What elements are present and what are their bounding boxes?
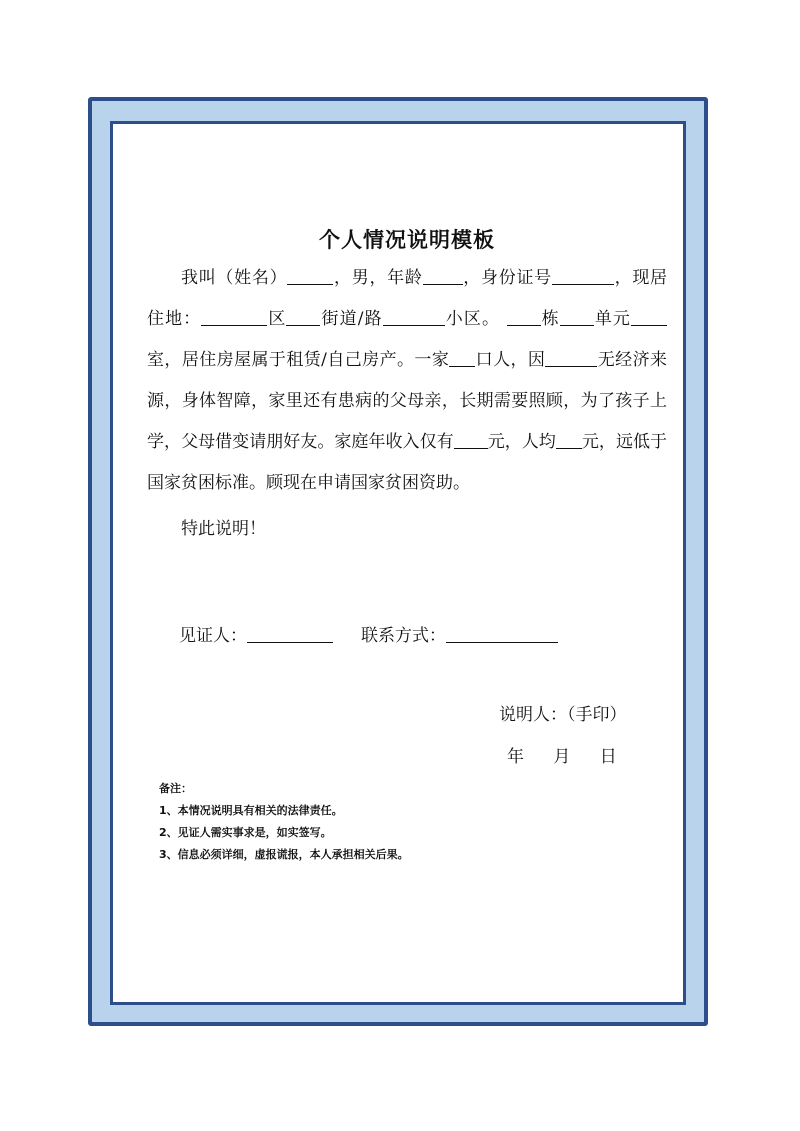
text-unit: 单元 <box>593 309 632 329</box>
note-item: 3、信息必须详细，虚报谎报，本人承担相关后果。 <box>159 848 409 861</box>
outer-frame <box>88 97 708 1026</box>
per-capita-blank[interactable] <box>556 429 582 449</box>
text-building: 栋 <box>540 309 560 329</box>
age-blank[interactable] <box>423 265 463 285</box>
reason-blank[interactable] <box>545 347 597 367</box>
contact-blank[interactable] <box>446 623 558 643</box>
statement-paragraph <box>147 258 667 504</box>
name-blank[interactable] <box>287 265 333 285</box>
witness-label: 见证人： <box>179 626 247 646</box>
text-reason-label: 口人，因 <box>475 350 546 370</box>
unit-blank[interactable] <box>560 306 594 326</box>
text-address-label: ，现居住地： <box>147 268 668 329</box>
text-district: 区 <box>267 309 287 329</box>
document-title: 个人情况说明模板 <box>319 228 495 252</box>
notes-heading: 备注： <box>159 782 192 795</box>
text-community: 小区。 <box>444 309 501 329</box>
community-blank[interactable] <box>383 306 445 326</box>
text-conclusion: 元，远低于国家贫困标准。顾现在申请国家贫困资助。 <box>147 432 668 493</box>
text-housing: 室，居住房屋属于租赁/自己房产。一家 <box>147 350 450 370</box>
note-item: 2、见证人需实事求是，如实签写。 <box>159 826 332 839</box>
note-item: 1、本情况说明具有相关的法律责任。 <box>159 804 343 817</box>
id-number-blank[interactable] <box>552 265 614 285</box>
street-blank[interactable] <box>286 306 320 326</box>
text-name-label: 我叫（姓名） <box>181 268 288 288</box>
witness-blank[interactable] <box>247 623 333 643</box>
text-id-label: ，身份证号 <box>462 268 552 288</box>
signer-label: 说明人：（手印） <box>499 705 627 725</box>
document-body <box>147 224 667 539</box>
family-size-blank[interactable] <box>449 347 475 367</box>
inner-frame <box>110 121 686 1005</box>
room-blank[interactable] <box>631 306 667 326</box>
district-blank[interactable] <box>201 306 267 326</box>
building-blank[interactable] <box>507 306 541 326</box>
notes-section <box>159 778 409 866</box>
income-blank[interactable] <box>454 429 488 449</box>
text-street: 街道/路 <box>320 309 383 329</box>
special-statement: 特此说明！ <box>181 519 266 539</box>
date-line: 年 月 日 <box>507 747 617 767</box>
text-situation: 无经济来源，身体智障，家里还有患病的父母亲，长期需要照顾，为了孩子上学，父母借变请朋好友。家庭年收入仅有 <box>147 350 668 452</box>
text-gender-age: ，男，年龄 <box>333 268 423 288</box>
contact-label: 联系方式： <box>361 626 446 646</box>
text-per-capita-label: 元，人均 <box>487 432 556 452</box>
witness-row <box>179 621 586 646</box>
